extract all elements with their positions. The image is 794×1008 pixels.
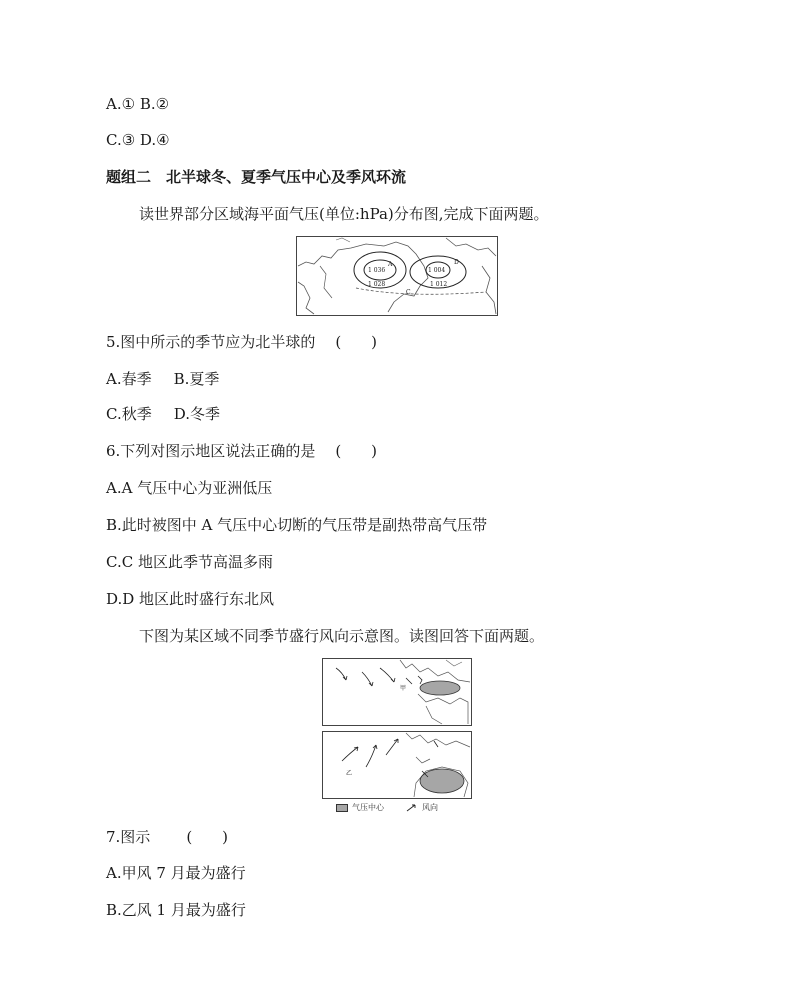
option-ab: A.① B.② [106, 95, 170, 113]
wind-arrow-icon [406, 804, 418, 812]
option-b: B.夏季 [173, 370, 220, 388]
answer-paren: ( ) [335, 442, 378, 460]
q7-option-b: B.乙风 1 月最为盛行 [106, 901, 246, 919]
option-a: A.春季 [106, 370, 152, 388]
region-d-label: D [454, 259, 459, 266]
q7-option-a: A.甲风 7 月最为盛行 [106, 864, 246, 882]
region-c-label: C [406, 289, 411, 296]
q5-options-ab [106, 369, 219, 389]
q6-option-c: C.C 地区此季节高温多雨 [106, 553, 273, 571]
q6-option-d: D.D 地区此时盛行东北风 [106, 590, 275, 608]
q4-options-ab [106, 94, 169, 114]
option-cd: C.③ D.④ [106, 131, 170, 149]
question-6 [106, 441, 377, 461]
map-legend [336, 802, 438, 813]
answer-paren: ( ) [335, 333, 378, 351]
isobar-label-1012: 1 012 [430, 281, 448, 288]
q5-options-cd [106, 404, 220, 424]
wind-label-jia: 甲 [400, 685, 407, 692]
question-7-text: 7.图示 [106, 828, 151, 846]
option-d: D.冬季 [173, 405, 220, 423]
section-heading: 题组二 北半球冬、夏季气压中心及季风环流 [106, 168, 407, 186]
question-7 [106, 827, 228, 847]
isobar-label-1028: 1 028 [368, 281, 386, 288]
wind-map-top [322, 658, 472, 726]
legend-wind-label: 风向 [422, 803, 438, 812]
q6-option-b: B.此时被图中 A 气压中心切断的气压带是副热带高气压带 [106, 516, 488, 534]
intro-paragraph-2: 下图为某区域不同季节盛行风向示意图。读图回答下面两题。 [139, 627, 545, 645]
q4-options-cd [106, 130, 170, 150]
question-6-text: 6.下列对图示地区说法正确的是 [106, 442, 316, 460]
question-5 [106, 332, 377, 352]
q6-option-a: A.A 气压中心为亚洲低压 [106, 479, 273, 497]
answer-paren: ( ) [186, 828, 229, 846]
question-5-text: 5.图中所示的季节应为北半球的 [106, 333, 316, 351]
option-c: C.秋季 [106, 405, 152, 423]
wind-label-yi: 乙 [346, 770, 353, 777]
pressure-center-a: A [388, 261, 393, 268]
wind-map-bottom [322, 731, 472, 799]
isobar-label-1036: 1 036 [368, 267, 386, 274]
pressure-map-figure [296, 236, 498, 316]
legend-pressure-label: 气压中心 [352, 803, 384, 812]
intro-paragraph-1: 读世界部分区域海平面气压(单位:hPa)分布图,完成下面两题。 [139, 205, 549, 223]
isobar-label-1004: 1 004 [428, 267, 446, 274]
pressure-center-swatch [336, 804, 348, 812]
